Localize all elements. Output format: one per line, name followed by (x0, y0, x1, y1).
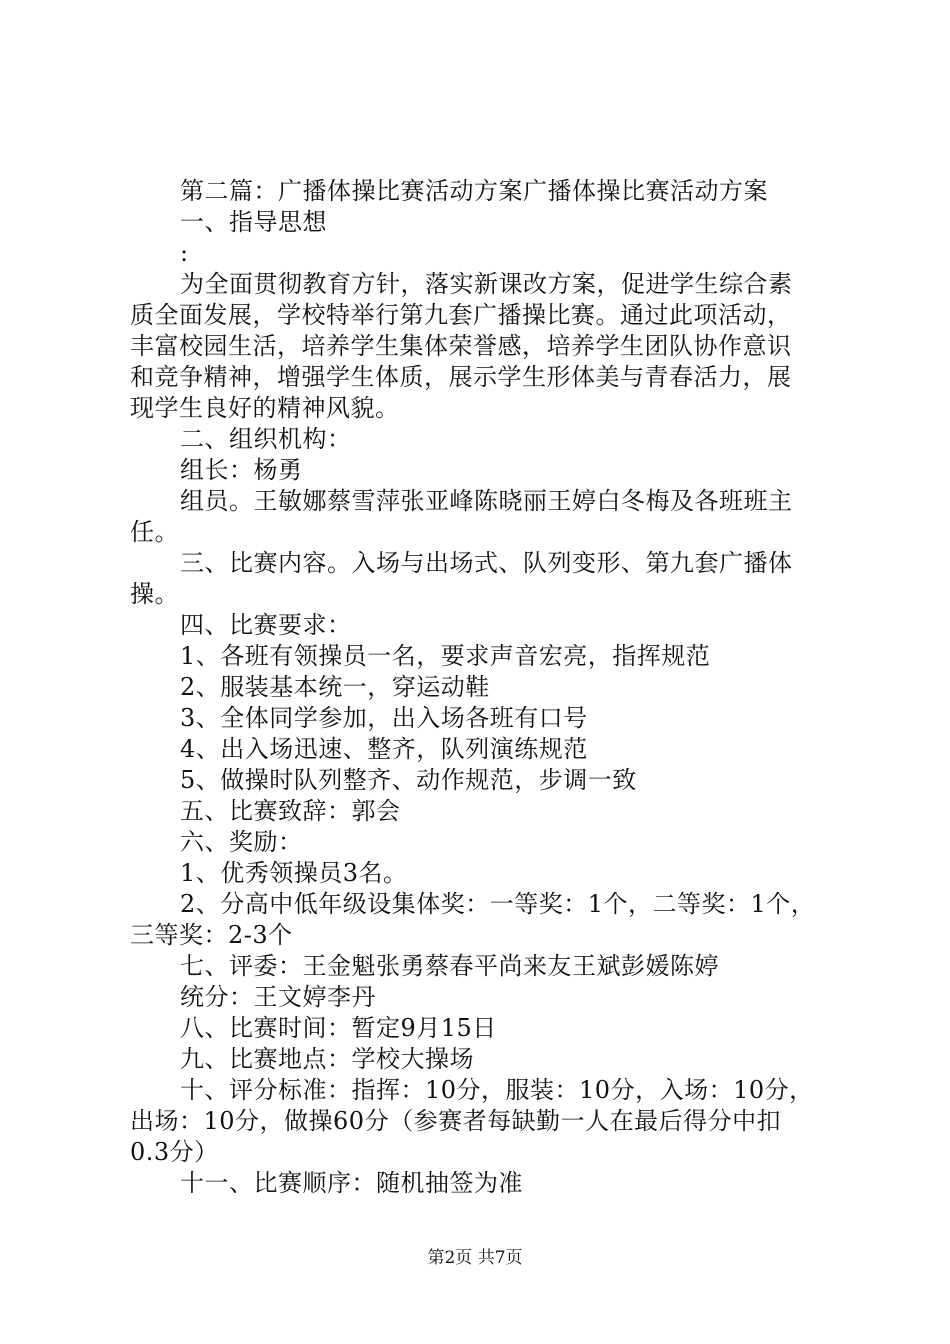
section-7-judges: 七、评委：王金魁张勇蔡春平尚来友王斌彭媛陈婷 (180, 952, 719, 980)
section-9-location: 九、比赛地点：学校大操场 (180, 1045, 474, 1073)
section-3-line: 三、比赛内容。入场与出场式、队列变形、第九套广播体 (180, 549, 793, 577)
section-6-heading: 六、奖励： (180, 828, 303, 856)
document-body (130, 176, 840, 1199)
section-2-heading: 二、组织机构： (180, 425, 352, 453)
group-members-line: 组员。王敏娜蔡雪萍张亚峰陈晓丽王婷白冬梅及各班班主 (180, 487, 793, 515)
requirement-item: 5、做操时队列整齐、动作规范，步调一致 (180, 766, 637, 794)
section-1-body-line: 现学生良好的精神风貌。 (130, 394, 400, 422)
award-item: 1、优秀领操员3名。 (180, 859, 408, 887)
score-tally: 统分：王文婷李丹 (180, 983, 376, 1011)
section-11-order: 十一、比赛顺序：随机抽签为准 (180, 1169, 523, 1197)
section-1-colon: : (180, 239, 189, 267)
group-leader: 组长：杨勇 (180, 456, 303, 484)
requirement-item: 1、各班有领操员一名，要求声音宏亮，指挥规范 (180, 642, 711, 670)
award-item-line: 三等奖：2-3个 (130, 921, 293, 949)
group-members-line: 任。 (130, 518, 179, 546)
section-4-heading: 四、比赛要求： (180, 611, 352, 639)
page-number-footer: 第2页 共7页 (427, 1248, 523, 1268)
section-5: 五、比赛致辞：郭会 (180, 797, 401, 825)
section-1-body-line: 丰富校园生活，培养学生集体荣誉感，培养学生团队协作意识 (130, 332, 792, 360)
requirement-item: 4、出入场迅速、整齐，队列演练规范 (180, 735, 588, 763)
section-8-time: 八、比赛时间：暂定9月15日 (180, 1014, 497, 1042)
section-3-line: 操。 (130, 580, 179, 608)
section-1-body-line: 为全面贯彻教育方针，落实新课改方案，促进学生综合素 (180, 270, 793, 298)
award-item-line: 2、分高中低年级设集体奖：一等奖：1个，二等奖：1个， (180, 890, 816, 918)
section-1-body-line: 和竞争精神，增强学生体质，展示学生形体美与青春活力，展 (130, 363, 792, 391)
section-1-heading: 一、指导思想 (180, 208, 327, 236)
requirement-item: 3、全体同学参加，出入场各班有口号 (180, 704, 588, 732)
document-title: 第二篇：广播体操比赛活动方案广播体操比赛活动方案 (180, 177, 768, 205)
section-10-line: 出场：10分，做操60分（参赛者每缺勤一人在最后得分中扣 (130, 1107, 782, 1135)
section-10-line: 十、评分标准：指挥：10分，服装：10分，入场：10分， (180, 1076, 814, 1104)
section-10-line: 0.3分） (130, 1138, 219, 1166)
requirement-item: 2、服装基本统一，穿运动鞋 (180, 673, 490, 701)
section-1-body-line: 质全面发展，学校特举行第九套广播操比赛。通过此项活动， (130, 301, 792, 329)
